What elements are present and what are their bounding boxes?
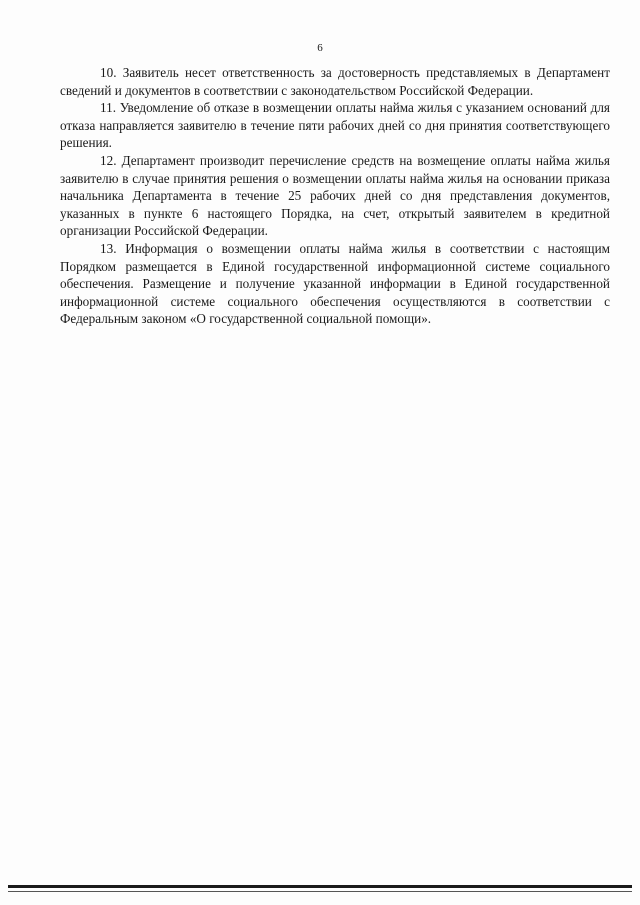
paragraph-10: 10. Заявитель несет ответственность за достоверность представляемых в Департамент сведений и документов в соответствии с законодательством Российской Федерации. [60,65,610,98]
scan-bottom-edge-shadow [8,891,632,892]
paragraph-12: 12. Департамент производит перечисление средств на возмещение оплаты найма жилья заявителю в случае принятия решения о возмещении оплаты найма жилья на основании приказа начальника Департамента в течение 25 рабочих дней со дня представления документов, указанных в пункте 6 настоящего Порядка, на счет, открытый заявителем в кредитной организации Российской Федерации. [60,152,610,239]
document-body [60,64,610,328]
paragraph-11: 11. Уведомление об отказе в возмещении оплаты найма жилья с указанием оснований для отказа направляется заявителю в течение пяти рабочих дней со дня принятия соответствующего решения. [60,100,610,151]
page-number: 6 [317,42,323,54]
scan-bottom-edge [8,885,632,888]
paragraph-13: 13. Информация о возмещении оплаты найма жилья в соответствии с настоящим Порядком размещается в Единой государственной информационной системе социального обеспечения. Размещение и получение указанной информации в Единой государственной информационной системе социального обеспечения осуществляются в соответствии с Федеральным законом «О государственной социальной помощи». [60,240,610,327]
